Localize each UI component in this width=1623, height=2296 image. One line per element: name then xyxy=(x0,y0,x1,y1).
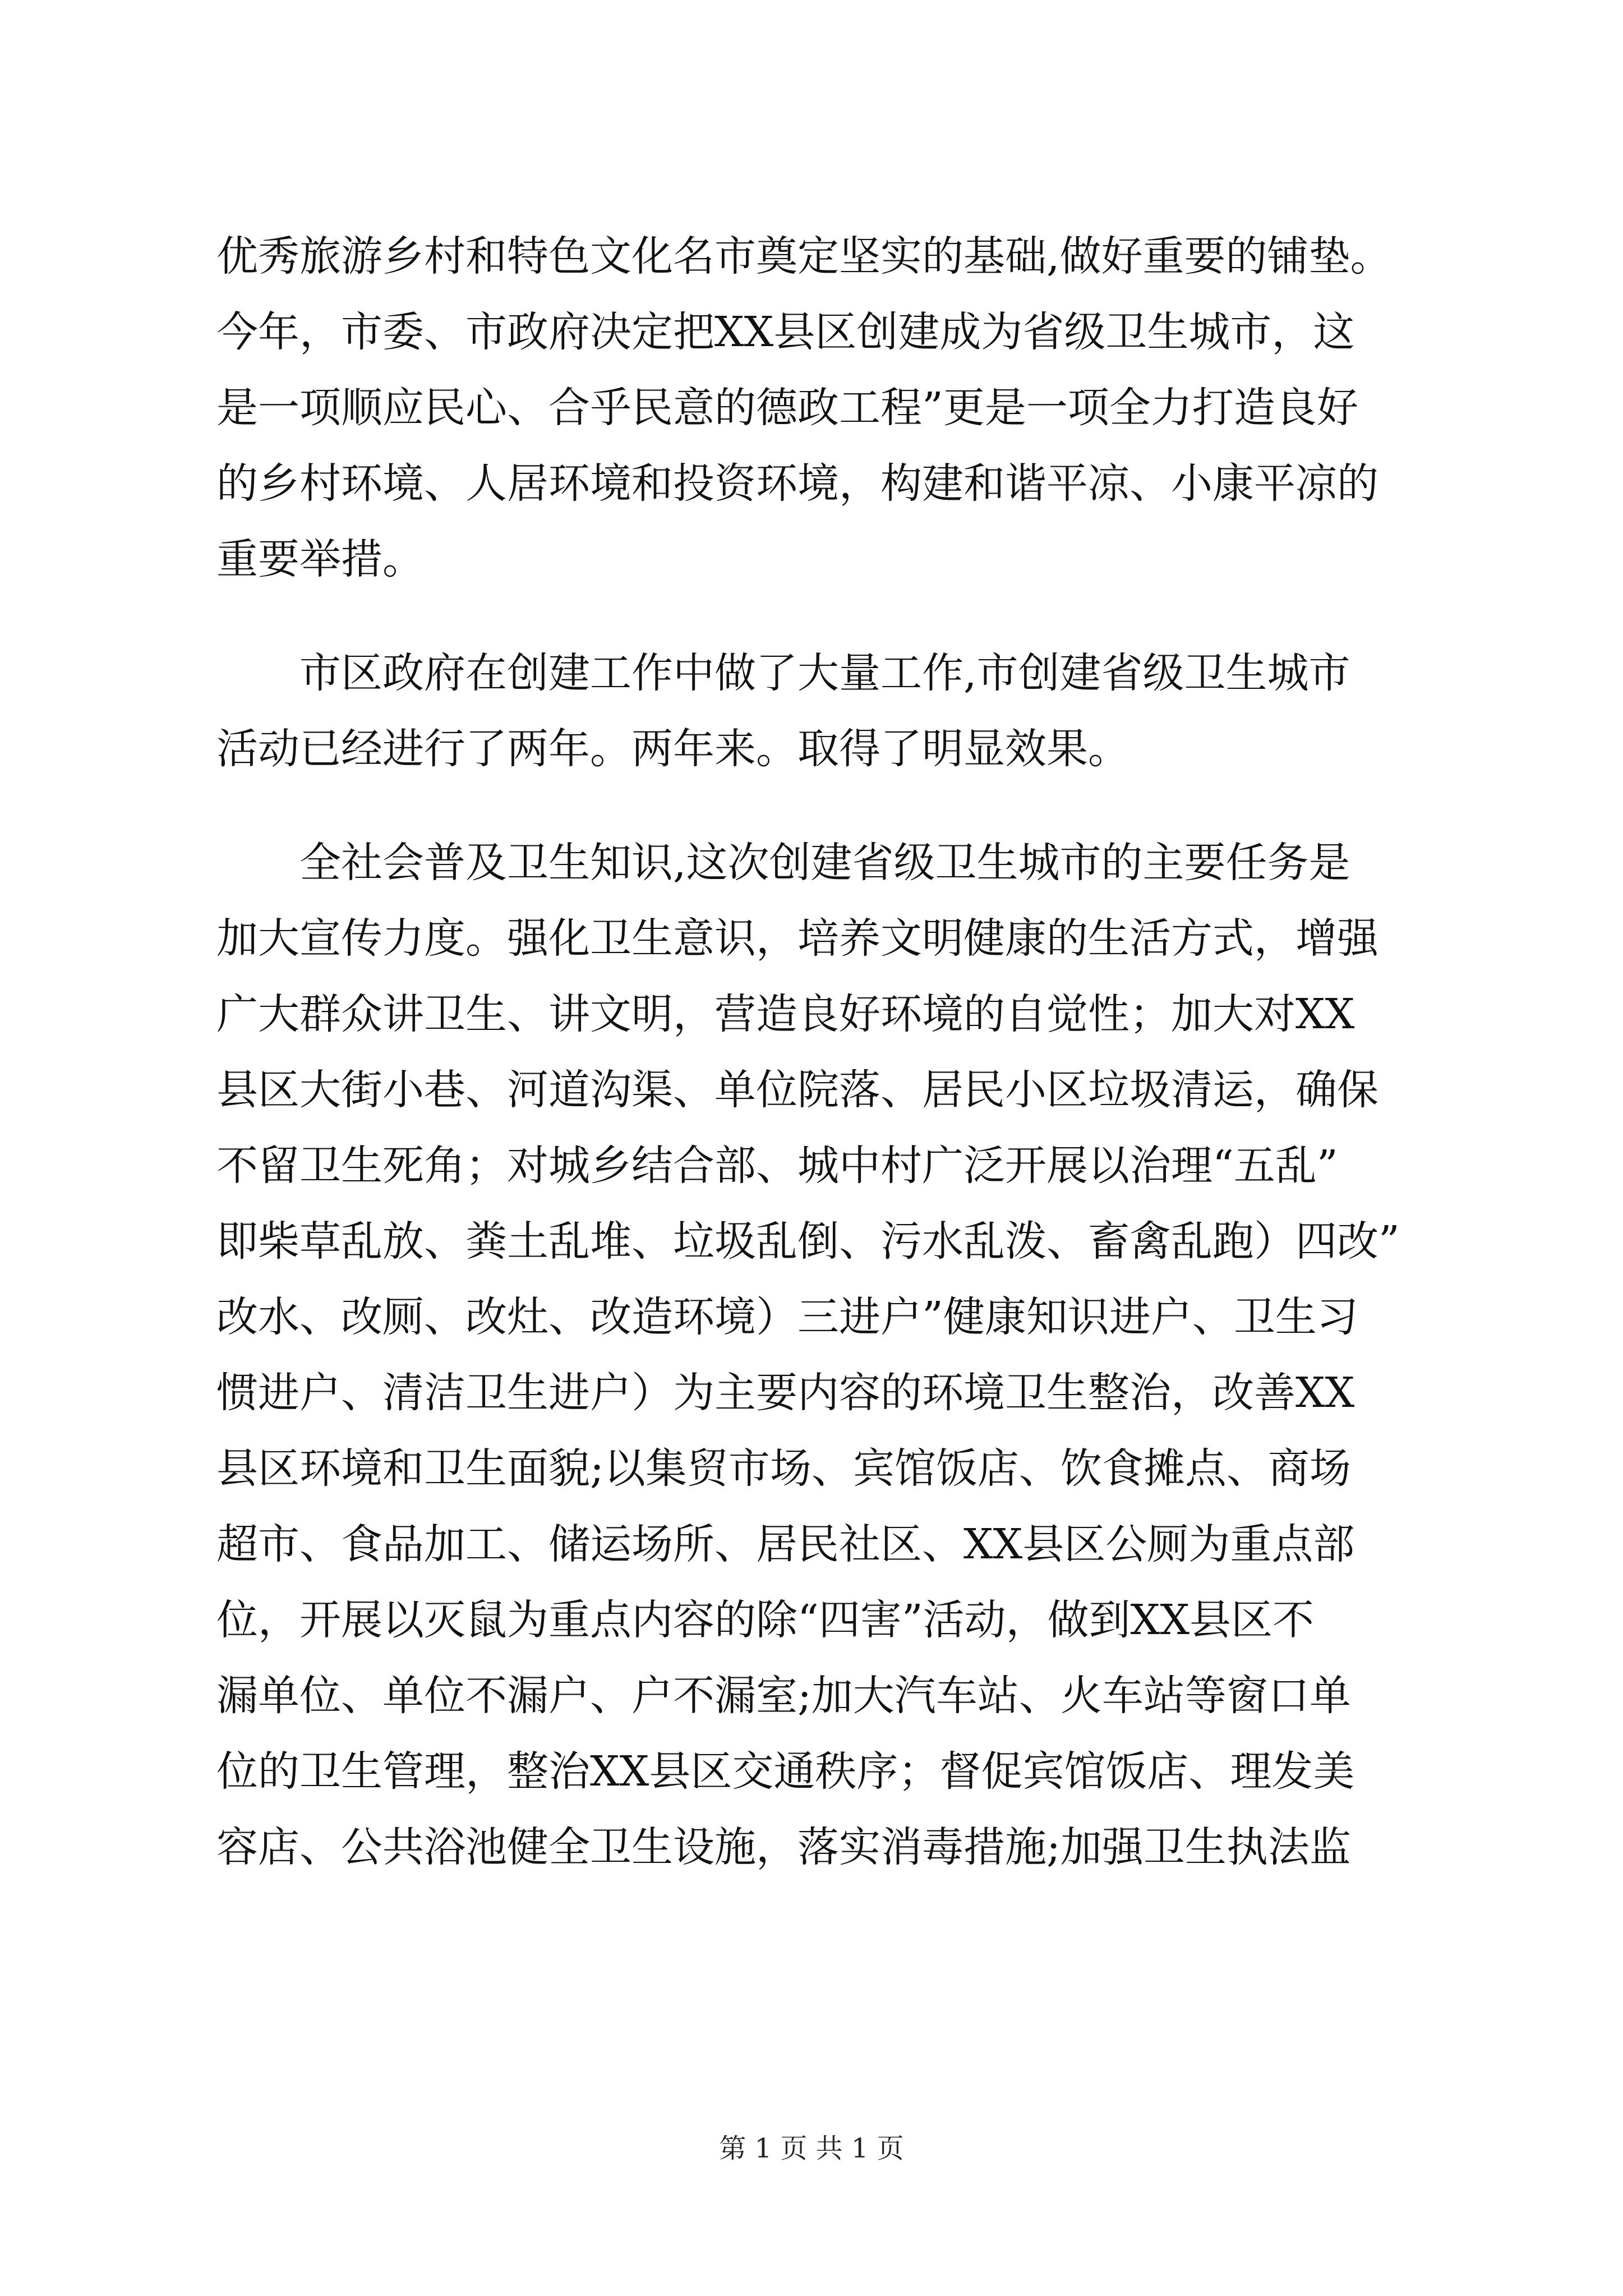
paragraph-3-line-7: 改水、改厕、改灶、改造环境）三进户”健康知识进户、卫生习 xyxy=(216,1293,1358,1341)
paragraph-3-line-1: 全社会普及卫生知识,这次创建省级卫生城市的主要任务是 xyxy=(299,839,1350,887)
paragraph-3-line-10: 超市、食品加工、储运场所、居民社区、XX县区公厕为重点部 xyxy=(216,1520,1355,1568)
document-body xyxy=(216,219,1467,2037)
paragraph-3-line-4: 县区大街小巷、河道沟渠、单位院落、居民小区垃圾清运，确保 xyxy=(216,1066,1378,1114)
paragraph-3-line-8: 惯进户、清洁卫生进户）为主要内容的环境卫生整治，改善XX xyxy=(216,1369,1355,1417)
paragraph-3-line-6: 即柴草乱放、粪土乱堆、垃圾乱倒、污水乱泼、畜禽乱跑）四改” xyxy=(216,1217,1400,1266)
paragraph-spacer xyxy=(216,597,1467,636)
paragraph-1-line-5: 重要举措。 xyxy=(216,535,424,583)
paragraph-3-line-16 xyxy=(216,1961,1467,2037)
paragraph-3-line-3: 广大群众讲卫生、讲文明，营造良好环境的自觉性；加大对XX xyxy=(216,990,1355,1038)
paragraph-1-line-4: 的乡村环境、人居环境和投资环境，构建和谐平凉、小康平凉的 xyxy=(216,459,1378,508)
paragraph-spacer xyxy=(216,787,1467,825)
paragraph-3-line-14: 容店、公共浴池健全卫生设施，落实消毒措施;加强卫生执法监 xyxy=(216,1823,1351,1871)
paragraph-1-line-3: 是一项顺应民心、合乎民意的德政工程”更是一项全力打造良好 xyxy=(216,384,1358,432)
paragraph-1-line-1: 优秀旅游乡村和特色文化名市奠定坚实的基础,做好重要的铺垫。 xyxy=(216,232,1392,280)
paragraph-3-line-9: 县区环境和卫生面貌;以集贸市场、宾馆饭店、饮食摊点、商场 xyxy=(216,1444,1351,1493)
paragraph-1-line-2: 今年，市委、市政府决定把XX县区创建成为省级卫生城市，这 xyxy=(216,308,1355,356)
paragraph-3-line-13: 位的卫生管理，整治XX县区交通秩序；督促宾馆饭店、理发美 xyxy=(216,1747,1355,1796)
page-footer: 第 1 页 共 1 页 xyxy=(719,2133,904,2164)
paragraph-3-line-12: 漏单位、单位不漏户、户不漏室;加大汽车站、火车站等窗口单 xyxy=(216,1672,1351,1720)
paragraph-3-line-15 xyxy=(216,1885,1467,1961)
paragraph-3-line-11: 位，开展以灭鼠为重点内容的除“四害”活动，做到XX县区不 xyxy=(216,1596,1315,1644)
paragraph-2-line-2: 活动已经进行了两年。两年来。取得了明显效果。 xyxy=(216,725,1129,773)
paragraph-2-line-1: 市区政府在创建工作中做了大量工作,市创建省级卫生城市 xyxy=(299,649,1350,697)
paragraph-3-line-2: 加大宣传力度。强化卫生意识，培养文明健康的生活方式，增强 xyxy=(216,914,1378,963)
paragraph-3-line-5: 不留卫生死角；对城乡结合部、城中村广泛开展以治理“五乱” xyxy=(216,1142,1338,1190)
